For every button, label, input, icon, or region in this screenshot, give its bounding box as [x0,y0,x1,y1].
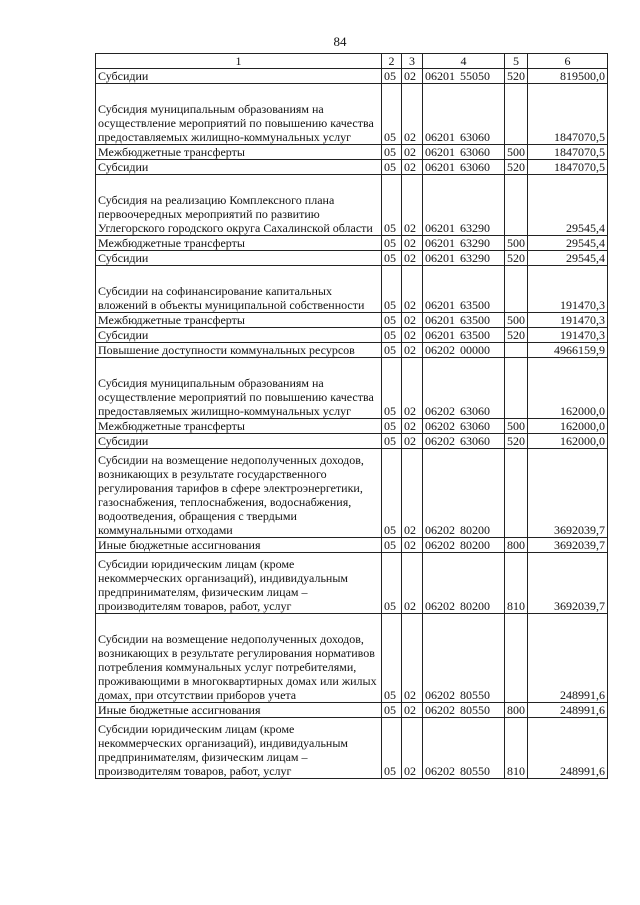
expense-type-cell [505,449,528,538]
target-code-cell: 06202 80550 [423,703,505,718]
target-code-cell: 06202 63060 [423,434,505,449]
row-name-cell: Субсидии [96,434,382,449]
expense-type-cell: 800 [505,538,528,553]
row-name-cell: Субсидии [96,251,382,266]
section-cell: 05 [382,538,402,553]
amount-cell: 191470,3 [528,313,608,328]
section-cell: 05 [382,251,402,266]
expense-type-cell [505,358,528,419]
subsection-cell: 02 [402,175,423,236]
expense-type-cell: 520 [505,328,528,343]
subsection-cell: 02 [402,449,423,538]
amount-cell: 1847070,5 [528,160,608,175]
target-code-cell: 06201 63500 [423,313,505,328]
expense-type-cell: 810 [505,718,528,779]
table-body [96,69,608,779]
amount-cell: 3692039,7 [528,449,608,538]
amount-cell: 29545,4 [528,175,608,236]
row-name-cell: Субсидии на возмещение недополученных доходов, возникающих в результате регулирования нормативов потребления коммунальных услуг потребителями, проживающими в многоквартирных домах или жилых домах, при отсутствии приборов учета [96,614,382,703]
column-header: 4 [423,54,505,69]
table-row [96,328,608,343]
row-name-cell: Субсидия на реализацию Комплексного плана первоочередных мероприятий по развитию Углегорского городского округа Сахалинской области [96,175,382,236]
amount-cell: 248991,6 [528,718,608,779]
section-cell: 05 [382,449,402,538]
amount-cell: 1847070,5 [528,84,608,145]
expense-type-cell: 500 [505,236,528,251]
section-cell: 05 [382,419,402,434]
table-row [96,236,608,251]
section-cell: 05 [382,84,402,145]
row-name-cell: Межбюджетные трансферты [96,236,382,251]
column-header: 2 [382,54,402,69]
row-name-cell: Межбюджетные трансферты [96,419,382,434]
table-row [96,266,608,313]
expense-type-cell [505,614,528,703]
expense-type-cell: 520 [505,251,528,266]
row-name-cell: Субсидии на возмещение недополученных доходов, возникающих в результате государственного регулирования тарифов в сфере электроэнергетики, газоснабжения, теплоснабжения, водоснабжения, водоотведения, обращения с твердыми коммунальными отходами [96,449,382,538]
subsection-cell: 02 [402,614,423,703]
target-code-cell: 06202 80550 [423,614,505,703]
column-header: 1 [96,54,382,69]
subsection-cell: 02 [402,538,423,553]
subsection-cell: 02 [402,84,423,145]
subsection-cell: 02 [402,553,423,614]
expense-type-cell: 800 [505,703,528,718]
subsection-cell: 02 [402,236,423,251]
section-cell: 05 [382,614,402,703]
amount-cell: 1847070,5 [528,145,608,160]
target-code-cell: 06201 63060 [423,160,505,175]
table-row [96,419,608,434]
amount-cell: 248991,6 [528,703,608,718]
target-code-cell: 06202 63060 [423,419,505,434]
expense-type-cell: 500 [505,313,528,328]
subsection-cell: 02 [402,343,423,358]
row-name-cell: Субсидия муниципальным образованиям на осуществление мероприятий по повышению качества предоставляемых жилищно-коммунальных услуг [96,84,382,145]
expense-type-cell: 500 [505,145,528,160]
amount-cell: 29545,4 [528,236,608,251]
row-name-cell: Субсидии юридическим лицам (кроме некоммерческих организаций), индивидуальным предпринимателям, физическим лицам – производителям товаров, работ, услуг [96,718,382,779]
expense-type-cell: 810 [505,553,528,614]
subsection-cell: 02 [402,358,423,419]
row-name-cell: Субсидии [96,328,382,343]
target-code-cell: 06202 80200 [423,538,505,553]
target-code-cell: 06201 63500 [423,266,505,313]
table-row [96,84,608,145]
subsection-cell: 02 [402,718,423,779]
section-cell: 05 [382,703,402,718]
table-row [96,449,608,538]
amount-cell: 162000,0 [528,419,608,434]
expense-type-cell: 520 [505,69,528,84]
section-cell: 05 [382,553,402,614]
row-name-cell: Иные бюджетные ассигнования [96,703,382,718]
target-code-cell: 06201 63060 [423,84,505,145]
table-row [96,313,608,328]
amount-cell: 819500,0 [528,69,608,84]
target-code-cell: 06202 00000 [423,343,505,358]
expense-type-cell [505,175,528,236]
section-cell: 05 [382,343,402,358]
header-row [96,54,608,69]
row-name-cell: Межбюджетные трансферты [96,313,382,328]
column-header: 5 [505,54,528,69]
table-row [96,434,608,449]
table-row [96,718,608,779]
target-code-cell: 06201 63060 [423,145,505,160]
section-cell: 05 [382,266,402,313]
expense-type-cell [505,266,528,313]
table-row [96,175,608,236]
section-cell: 05 [382,328,402,343]
budget-table [95,53,608,779]
amount-cell: 191470,3 [528,328,608,343]
amount-cell: 248991,6 [528,614,608,703]
section-cell: 05 [382,718,402,779]
table-row [96,358,608,419]
target-code-cell: 06201 63500 [423,328,505,343]
target-code-cell: 06201 63290 [423,236,505,251]
subsection-cell: 02 [402,419,423,434]
target-code-cell: 06201 63290 [423,175,505,236]
row-name-cell: Субсидия муниципальным образованиям на осуществление мероприятий по повышению качества предоставляемых жилищно-коммунальных услуг [96,358,382,419]
section-cell: 05 [382,236,402,251]
row-name-cell: Субсидии [96,160,382,175]
row-name-cell: Субсидии юридическим лицам (кроме некоммерческих организаций), индивидуальным предпринимателям, физическим лицам – производителям товаров, работ, услуг [96,553,382,614]
section-cell: 05 [382,434,402,449]
table-row [96,69,608,84]
expense-type-cell [505,84,528,145]
target-code-cell: 06202 63060 [423,358,505,419]
subsection-cell: 02 [402,434,423,449]
row-name-cell: Субсидии на софинансирование капитальных вложений в объекты муниципальной собственности [96,266,382,313]
subsection-cell: 02 [402,145,423,160]
amount-cell: 3692039,7 [528,553,608,614]
column-header: 6 [528,54,608,69]
expense-type-cell: 500 [505,419,528,434]
amount-cell: 4966159,9 [528,343,608,358]
row-name-cell: Повышение доступности коммунальных ресурсов [96,343,382,358]
row-name-cell: Межбюджетные трансферты [96,145,382,160]
section-cell: 05 [382,69,402,84]
table-row [96,160,608,175]
subsection-cell: 02 [402,703,423,718]
row-name-cell: Субсидии [96,69,382,84]
expense-type-cell: 520 [505,434,528,449]
subsection-cell: 02 [402,251,423,266]
table-row [96,703,608,718]
column-header: 3 [402,54,423,69]
section-cell: 05 [382,313,402,328]
section-cell: 05 [382,358,402,419]
amount-cell: 162000,0 [528,358,608,419]
table-row [96,614,608,703]
section-cell: 05 [382,160,402,175]
amount-cell: 29545,4 [528,251,608,266]
subsection-cell: 02 [402,313,423,328]
table-row [96,343,608,358]
target-code-cell: 06202 80200 [423,553,505,614]
table-row [96,145,608,160]
table-row [96,538,608,553]
amount-cell: 191470,3 [528,266,608,313]
expense-type-cell: 520 [505,160,528,175]
target-code-cell: 06202 80550 [423,718,505,779]
subsection-cell: 02 [402,266,423,313]
table-row [96,251,608,266]
table-row [96,553,608,614]
target-code-cell: 06201 63290 [423,251,505,266]
amount-cell: 162000,0 [528,434,608,449]
row-name-cell: Иные бюджетные ассигнования [96,538,382,553]
section-cell: 05 [382,145,402,160]
amount-cell: 3692039,7 [528,538,608,553]
target-code-cell: 06201 55050 [423,69,505,84]
section-cell: 05 [382,175,402,236]
expense-type-cell [505,343,528,358]
page-number: 84 [333,34,347,49]
target-code-cell: 06202 80200 [423,449,505,538]
subsection-cell: 02 [402,328,423,343]
subsection-cell: 02 [402,69,423,84]
subsection-cell: 02 [402,160,423,175]
